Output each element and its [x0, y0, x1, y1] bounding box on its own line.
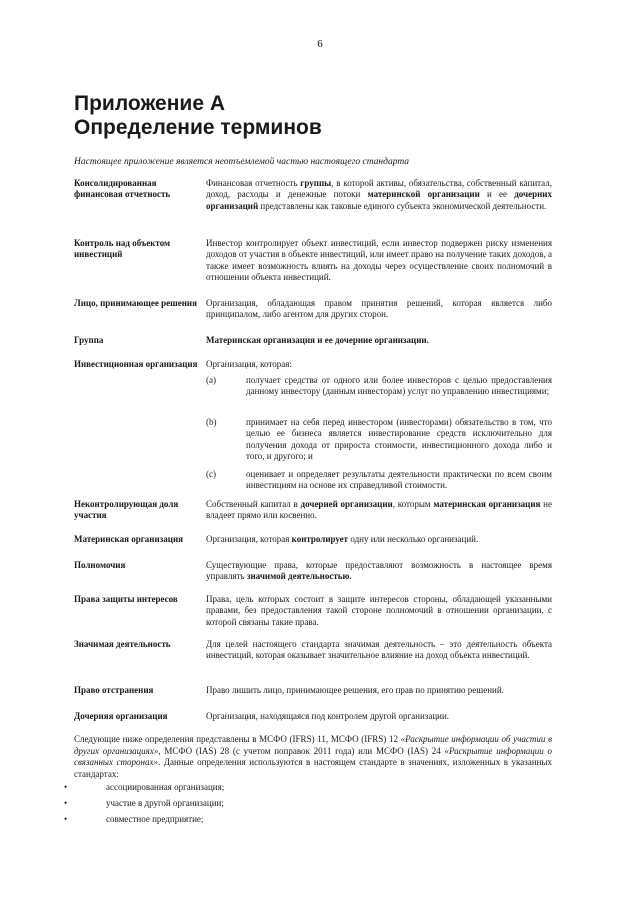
definition-fragment: Финансовая отчетность	[206, 178, 301, 188]
definition-text	[206, 178, 552, 212]
definition-term: Неконтролирующая доля участия	[74, 499, 179, 520]
definition-fragment: Право лишить лицо, принимающее решения, его прав по принятию решений.	[206, 685, 504, 695]
definition-term: Группа	[74, 335, 104, 345]
paragraph-fragment: Следующие ниже определения представлены в МСФО (IFRS) 11, МСФО (IFRS) 12	[74, 734, 401, 744]
definition-term: Консолидированная финансовая отчетность	[74, 178, 171, 199]
bullet-dot-icon: •	[64, 814, 68, 824]
definition-text	[206, 238, 552, 284]
definition-term: Права защиты интересов	[74, 594, 178, 604]
page-heading	[74, 92, 322, 140]
intro-text: Настоящее приложение является неотъемлемой частью настоящего стандарта	[74, 157, 410, 167]
closing-paragraph	[74, 734, 552, 780]
definition-text	[206, 685, 552, 696]
definition-fragment: Инвестор контролирует объект инвестиций, если инвестор подвержен риску изменения доходов от участия в объекте инвестиций, или имеет право на получение таких доходов, а также имеет возможность влиять на доходы через осуществление своих полномочий в отношении объекта инвестиций.	[206, 238, 552, 283]
definition-term: Лицо, принимающее решения	[74, 298, 197, 308]
definition-term: Материнская организация	[74, 534, 184, 544]
definition-text	[206, 560, 552, 583]
defined-term-ref: материнской организации	[367, 189, 480, 200]
sub-item-text: получает средства от одного или более инвесторов с целью предоставления данному инвестору (данным инвесторам) услуг по управлению инвестициями;	[246, 375, 552, 397]
definition-fragment: Организация, обладающая правом принятия решений, которая является либо принципалом, либо агентом для других сторон.	[206, 298, 552, 320]
sub-item-label: (b)	[206, 417, 217, 427]
sub-item-text: оценивает и определяет результаты деятельности практически по всем своим инвестициям на основе их справедливой стоимости.	[246, 469, 552, 491]
definition-text	[206, 639, 552, 662]
definition-term: Дочерняя организация	[74, 711, 168, 721]
definition-fragment: и ее	[479, 189, 515, 200]
definition-text	[206, 499, 552, 522]
defined-term-ref: группы	[300, 178, 332, 188]
heading-line2: Определение терминов	[74, 116, 322, 139]
definition-term: Контроль над объектом инвестиций	[74, 238, 171, 259]
definition-text	[206, 335, 552, 346]
definition-fragment: , которым	[392, 499, 434, 509]
definition-term: Значимая деятельность	[74, 639, 171, 649]
definition-text	[206, 594, 552, 628]
bullet-text: совместное предприятие;	[106, 814, 204, 824]
definition-fragment: Организация, находящаяся под контролем другой организации.	[206, 711, 450, 721]
definition-fragment: Для целей настоящего стандарта значимая деятельность – это деятельность объекта инвестиций, которая оказывает значительное влияние на доход объекта инвестиций.	[206, 639, 552, 661]
definition-fragment: , в которой активы, обязательства, собственный капитал, доход, расходы и денежные потоки	[206, 178, 552, 200]
defined-term-ref: дочерних организаций	[206, 189, 552, 211]
definition-text	[206, 359, 552, 370]
sub-item-label: (c)	[206, 469, 216, 479]
page-number: 6	[317, 38, 323, 50]
bullet-item	[64, 782, 464, 796]
paragraph-fragment: . Данные определения используются в настоящем стандарте в значениях, изложенных в указанных стандартах:	[74, 757, 553, 779]
definition-term: Право отстранения	[74, 685, 154, 695]
bullet-text: ассоциированная организация;	[106, 782, 225, 792]
definition-fragment: Собственный капитал в	[206, 499, 301, 509]
definition-fragment: Организация, которая	[206, 534, 292, 544]
bullet-dot-icon: •	[64, 798, 68, 808]
standard-title: «Раскрытие информации о связанных сторонах»	[74, 745, 552, 768]
defined-term-ref: значимой деятельностью.	[246, 571, 352, 582]
definition-fragment: представлены как таковые единого субъекта экономической деятельности.	[258, 200, 547, 211]
definition-fragment: Права, цель которых состоит в защите интересов стороны, обладающей указанными правами, без предоставления такой стороне полномочий в отношении организации, с которой связаны такие права.	[206, 594, 552, 627]
definition-fragment: Существующие права, которые предоставляют возможность в настоящее время управлять	[206, 560, 552, 582]
bullet-text: участие в другой организации;	[106, 798, 224, 808]
definition-text	[206, 711, 552, 722]
defined-term-ref: материнская организация	[433, 499, 541, 509]
standard-title: «Раскрытие информации об участии в других организациях»	[74, 734, 553, 756]
bullet-dot-icon: •	[64, 782, 68, 792]
definition-fragment: Организация, которая:	[206, 359, 292, 369]
definition-text	[206, 534, 552, 545]
definition-text	[206, 298, 552, 321]
definition-term: Полномочия	[74, 560, 126, 570]
definition-fragment: не владеет прямо или косвенно.	[206, 499, 552, 521]
sub-item-text: принимает на себя перед инвестором (инвесторами) обязательство в том, что целью ее бизнеса является инвестирование средств исключительно для получения дохода от прироста стоимости, инвестиционного дохода либо и того, и другого; и	[246, 417, 552, 462]
defined-term-ref: Материнская организация и ее дочерние организации.	[206, 335, 429, 345]
sub-item-label: (a)	[206, 375, 216, 385]
definition-fragment: одну или несколько организаций.	[348, 534, 479, 544]
paragraph-fragment: , МСФО (IAS) 28 (с учетом поправок 2011 года) или МСФО (IAS) 24	[158, 745, 445, 756]
defined-term-ref: дочерней организации	[300, 499, 393, 509]
heading-line1: Приложение А	[74, 92, 226, 115]
bullet-item	[64, 814, 464, 828]
bullet-item	[64, 798, 464, 812]
defined-term-ref: контролирует	[291, 534, 349, 544]
definition-term: Инвестиционная организация	[74, 359, 198, 369]
